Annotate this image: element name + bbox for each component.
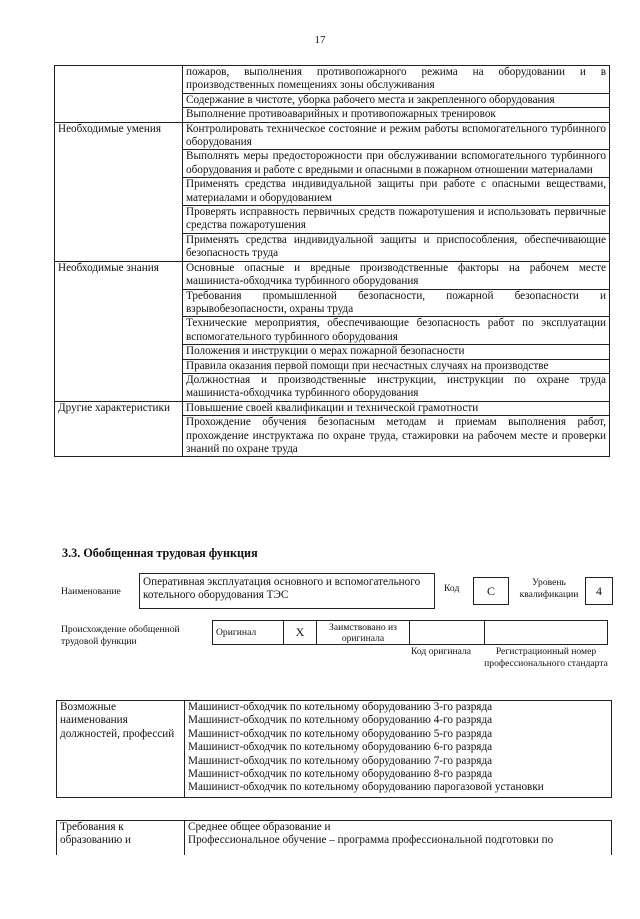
row-label: Необходимые знания [55,261,183,401]
table-row [55,261,610,289]
positions-label: Возможные наименования должностей, профессий [57,701,185,798]
education-requirements [185,821,612,856]
section-title: 3.3. Обобщенная трудовая функция [62,546,258,560]
row-text: Прохождение обучения безопасным методам и приемам выполнения работ, прохождение инструктажа по охране труда, стажировки на рабочем месте и проверки знаний по охране труда [183,416,610,457]
position-item: Машинист-обходчик по котельному оборудованию 7-го разряда [188,754,493,767]
row-label: Другие характеристики [55,401,183,457]
origin-table [212,620,608,645]
name-value: Оперативная эксплуатация основного и вспомогательного котельного оборудования ТЭС [139,573,435,609]
row-text: Применять средства индивидуальной защиты и приспособления, обеспечивающие безопасность труда [183,233,610,261]
page-number: 17 [314,34,326,46]
row-text: Положения и инструкции о мерах пожарной безопасности [183,345,610,359]
position-item: Машинист-обходчик по котельному оборудованию 6-го разряда [188,741,493,754]
row-text: Повышение своей квалификации и технической грамотности [183,401,610,415]
positions-table [56,700,612,798]
origin-label: Происхождение обобщенной трудовой функции [61,624,180,647]
row-text: Требования промышленной безопасности, пожарной безопасности и взрывобезопасности, охраны труда [183,289,610,317]
row-label: Необходимые умения [55,122,183,261]
table-row [55,401,610,415]
code-value: C [473,577,509,605]
row-text: Основные опасные и вредные производственные факторы на рабочем месте машиниста-обходчика турбинного оборудования [183,261,610,289]
row-text: Содержание в чистоте, уборка рабочего места и закрепленного оборудования [183,93,610,107]
row-label [55,66,183,123]
row-text: Проверять исправность первичных средств пожаротушения и использовать первичные средства пожаротушения [183,206,610,234]
table-row [55,66,610,94]
row-text: Правила оказания первой помощи при несчастных случаях на производстве [183,359,610,373]
row-text: Должностная и производственные инструкции, инструкции по охране труда машиниста-обходчика турбинного оборудования [183,373,610,401]
borrowed-label: Заимствовано из оригинала [317,621,410,645]
row-text: пожаров, выполнения противопожарного режима на оборудовании и в производственных помещениях зоны обслуживания [183,66,610,94]
row-text: Выполнять меры предосторожности при обслуживании вспомогательного турбинного оборудования и работе с вредными и опасными в пожарном отношении материалами [183,150,610,178]
row-text: Технические мероприятия, обеспечивающие безопасность работ по эксплуатации вспомогательного турбинного оборудования [183,317,610,345]
level-value: 4 [585,577,613,605]
position-item: Машинист-обходчик по котельному оборудованию 5-го разряда [188,727,493,740]
code-caption: Код оригинала [410,646,472,657]
position-item: Машинист-обходчик по котельному оборудованию 3-го разряда [188,701,493,713]
name-label: Наименование [61,586,121,597]
original-code-cell [410,621,485,645]
row-text: Выполнение противоаварийных и противопожарных тренировок [183,108,610,122]
education-label: Требования к образованию и [57,821,185,856]
original-label: Оригинал [213,621,284,645]
position-item: Машинист-обходчик по котельному оборудованию 8-го разряда [188,768,493,781]
position-item: Машинист-обходчик по котельному оборудованию парогазовой установки [188,781,544,794]
positions-list [185,701,612,798]
row-text: Применять средства индивидуальной защиты при работе с опасными веществами, материалами и оборудованием [183,178,610,206]
row-text: Контролировать техническое состояние и режим работы вспомогательного турбинного оборудования [183,122,610,150]
education-line: Среднее общее образование и [188,821,331,833]
education-line: Профессиональное обучение – программа профессиональной подготовки по [188,834,554,847]
education-table [56,820,612,855]
table-row [55,122,610,150]
original-mark: X [284,621,317,645]
position-item: Машинист-обходчик по котельному оборудованию 4-го разряда [188,714,493,727]
competency-table [54,65,610,457]
level-label: Уровень квалификации [519,577,579,600]
registration-caption: Регистрационный номер профессионального стандарта [484,646,608,669]
registration-number-cell [485,621,608,645]
code-label: Код [444,583,460,594]
